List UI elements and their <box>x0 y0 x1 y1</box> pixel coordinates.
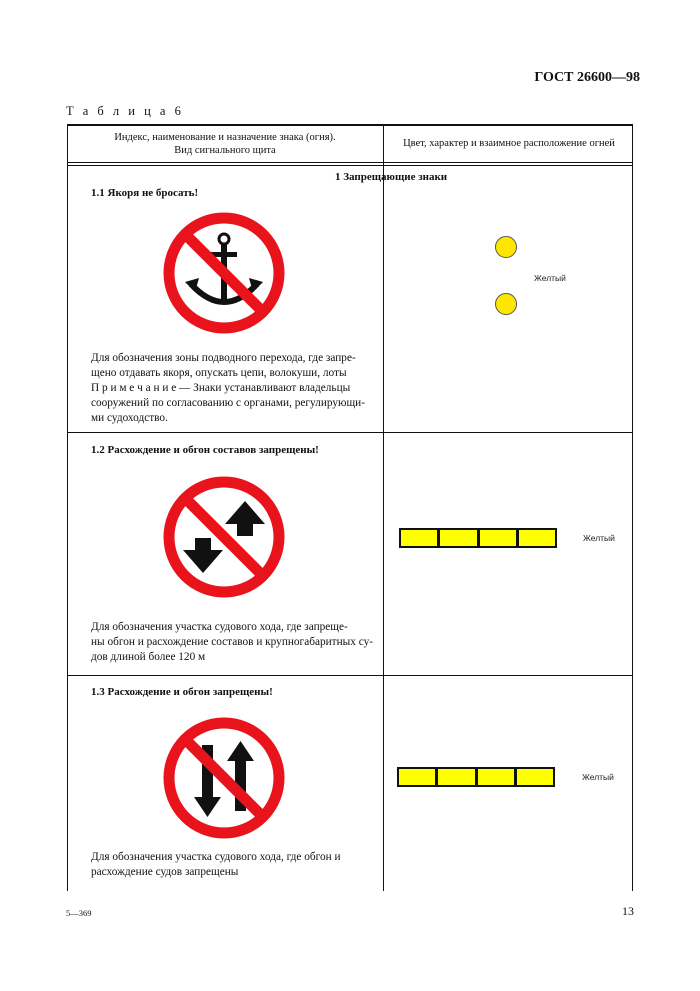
header-divider-1 <box>67 162 633 163</box>
section-title: 1 Запрещающие знаки <box>335 171 448 183</box>
column-header-1: Индекс, наименование и назначение знака (огня). Вид сигнального щита <box>114 132 336 156</box>
table-border-left <box>67 124 68 891</box>
row-purpose: Для обозначения участка судового хода, где запреще- ны обгон и расхождение составов и крупногабаритных су- дов длиной более 120 м <box>91 621 373 663</box>
table-border-top <box>67 124 633 126</box>
yellow-light-bar <box>397 767 555 787</box>
yellow-light-bottom <box>495 293 517 315</box>
color-label: Желтый <box>534 273 566 283</box>
column-header-2: Цвет, характер и взаимное расположение огней <box>403 138 615 149</box>
table-border-right <box>632 124 633 891</box>
row-purpose: Для обозначения участка судового хода, где обгон и расхождение судов запрещены <box>91 851 341 878</box>
row-note: П р и м е ч а н и е — Знаки устанавливают владельцы сооружений по согласованию с органами, регулирующи- ми судоходство. <box>91 382 365 424</box>
color-label: Желтый <box>583 533 615 543</box>
footer-code: 5—369 <box>66 908 92 918</box>
row-divider-2 <box>67 675 633 676</box>
row-purpose: Для обозначения зоны подводного перехода, где запре- щено отдавать якоря, опускать цепи, волокуши, лоты <box>91 352 356 379</box>
row-title: 1.1 Якоря не бросать! <box>91 187 199 199</box>
row-title: 1.3 Расхождение и обгон запрещены! <box>91 686 273 698</box>
page-number: 13 <box>622 904 634 918</box>
no-overtaking-icon <box>163 717 285 839</box>
header-divider-2 <box>67 165 633 166</box>
table-title: Т а б л и ц а 6 <box>66 104 184 118</box>
column-divider <box>383 124 384 891</box>
no-anchor-icon <box>163 212 285 334</box>
yellow-light-top <box>495 236 517 258</box>
standard-number: ГОСТ 26600—98 <box>534 70 640 85</box>
yellow-light-bar <box>399 528 557 548</box>
no-overtaking-of-convoys-icon <box>163 476 285 598</box>
color-label: Желтый <box>582 772 614 782</box>
row-title: 1.2 Расхождение и обгон составов запрещены! <box>91 444 319 456</box>
row-divider-1 <box>67 432 633 433</box>
